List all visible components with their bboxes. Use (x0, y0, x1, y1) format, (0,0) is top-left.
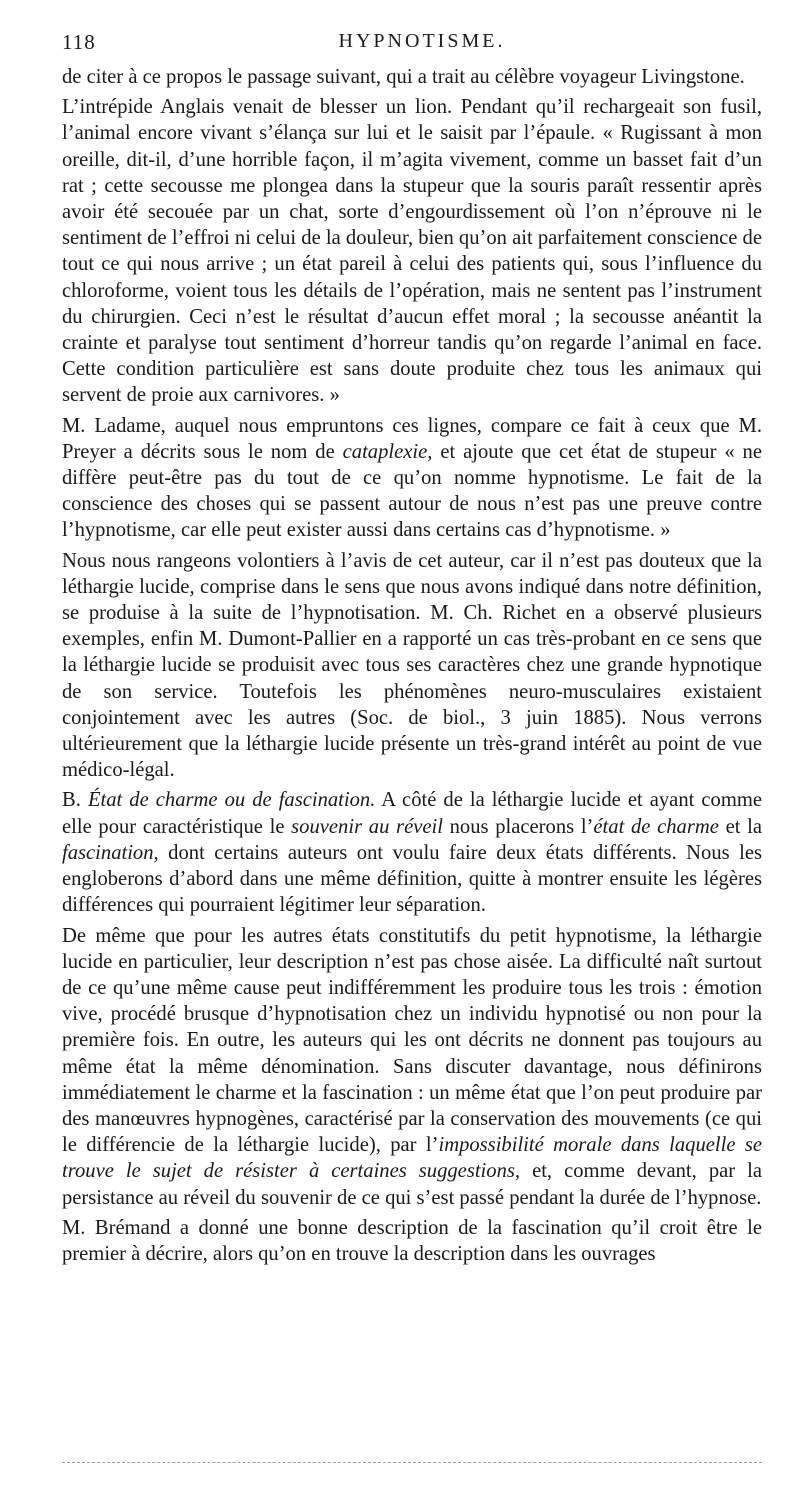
paragraph-ladame (62, 413, 762, 544)
footer-rule (62, 1462, 762, 1463)
page-header (62, 30, 762, 56)
paragraph-definition (62, 923, 762, 1211)
italic-term-cataplexie: cataplexie, (342, 440, 433, 463)
text-run: De même que pour les autres états constitutifs du petit hypnotisme, la léthargie lucide en particulier, leur description n’est pas chose aisée. La difficulté naît surtout de ce qu’une même cause peut indifféremment les produire tous les trois : émotion vive, procédé brusque d’hypnotisation chez un individu hypnotisé ou non pour la première fois. En outre, les auteurs qui les ont décrits ne donnent pas toujours au même état la même dénomination. Sans discuter davantage, nous définirons immédiatement le charme et la fascination : un même état que l’on peut produire par des manœuvres hypnogènes, caractérisé par la conservation des mouvements (ce qui le différencie de la léthargie lucide), par l’ (62, 924, 762, 1157)
text-run: nous placerons l’ (442, 815, 594, 838)
running-title: HYPNOTISME. (338, 30, 506, 52)
paragraph-continuation: de citer à ce propos le passage suivant, qui a trait au célèbre voyageur Livingstone. (62, 66, 745, 88)
paragraph-section-b (62, 787, 762, 918)
italic-definition: impossibilité morale dans laquelle se trouve le sujet de résister à certaines suggestions, (62, 1134, 762, 1183)
paragraph-livingstone-quote: L’intrépide Anglais venait de blesser un lion. Pendant qu’il rechargeait son fusil, l’animal encore vivant s’élança sur lui et le saisit par l’épaule. « Rugissant à mon oreille, dit-il, d’une horrible façon, il m’agita vivement, comme un basset fait d’un rat ; cette secousse me plongea dans la stupeur que la souris paraît ressentir après avoir été secouée par un chat, sorte d’engourdissement où l’on n’éprouve ni le sentiment de l’effroi ni celui de la douleur, bien qu’on ait parfaitement conscience de tout ce qui nous arrive ; un état pareil à celui des patients qui, sous l’influence du chloroforme, voient tous les détails de l’opération, mais ne sentent pas l’instrument du chirurgien. Ceci n’est le résultat d’aucun effet moral ; la secousse anéantit la crainte et paralyse tout sentiment d’horreur tandis qu’on regarde l’animal en face. Cette condition particulière est sans doute produite chez tous les animaux qui servent de proie aux carnivores. » (62, 96, 762, 407)
paragraph-lethargie-lucide: Nous nous rangeons volontiers à l’avis de cet auteur, car il n’est pas douteux que la léthargie lucide, comprise dans le sens que nous avons indiqué dans notre définition, se produise à la suite de l’hypnotisation. M. Ch. Richet en a observé plusieurs exemples, enfin M. Dumont-Pallier en a rapporté un cas très-probant en ce sens que la léthargie lucide se produisit avec tous ses caractères chez une grande hypnotique de son service. Toutefois les phénomènes neuro-musculaires existaient conjointement avec les autres (Soc. de biol., 3 juin 1885). Nous verrons ultérieurement que la léthargie lucide présente un très-grand intérêt au point de vue médico-légal. (62, 549, 762, 782)
section-heading: État de charme ou de fascination. (87, 789, 376, 812)
text-run: et ajoute que cet état de stupeur « ne diffère peut-être pas du tout de ce qu’on nomme hypnotisme. Le fait de la conscience des choses qui se passent autour de nous n’est pas une preuve contre l’hypnotisme, car elle peut exister aussi dans certains cas d’hypnotisme. » (62, 440, 762, 542)
text-run: et la (718, 815, 762, 838)
section-letter: B. (62, 789, 88, 812)
italic-term-charme: état de charme (593, 815, 719, 838)
italic-term-fascination: fascination, (62, 841, 159, 864)
paragraph-bremand: M. Brémand a donné une bonne description de la fascination qu’il croit être le premier à décrire, alors qu’on en trouve la description dans les ouvrages (62, 1216, 762, 1265)
text-run: M. Ladame, auquel nous empruntons ces lignes, compare ce fait à ceux que M. Preyer a décrits sous le nom de (62, 414, 762, 463)
body-text (62, 64, 762, 1267)
text-run: A côté de la léthargie lucide et ayant comme elle pour caractéristique le (62, 789, 763, 838)
text-run: et, comme devant, par la persistance au réveil du souvenir de ce qui s’est passé pendant la durée de l’hypnose. (62, 1160, 762, 1209)
italic-term-souvenir: souvenir au réveil (291, 815, 443, 838)
text-run: dont certains auteurs ont voulu faire deux états différents. Nous les engloberons d’abord dans une même définition, quitte à montrer ensuite les légères différences qui pourraient légitimer leur séparation. (62, 841, 762, 917)
page-number: 118 (62, 30, 96, 54)
